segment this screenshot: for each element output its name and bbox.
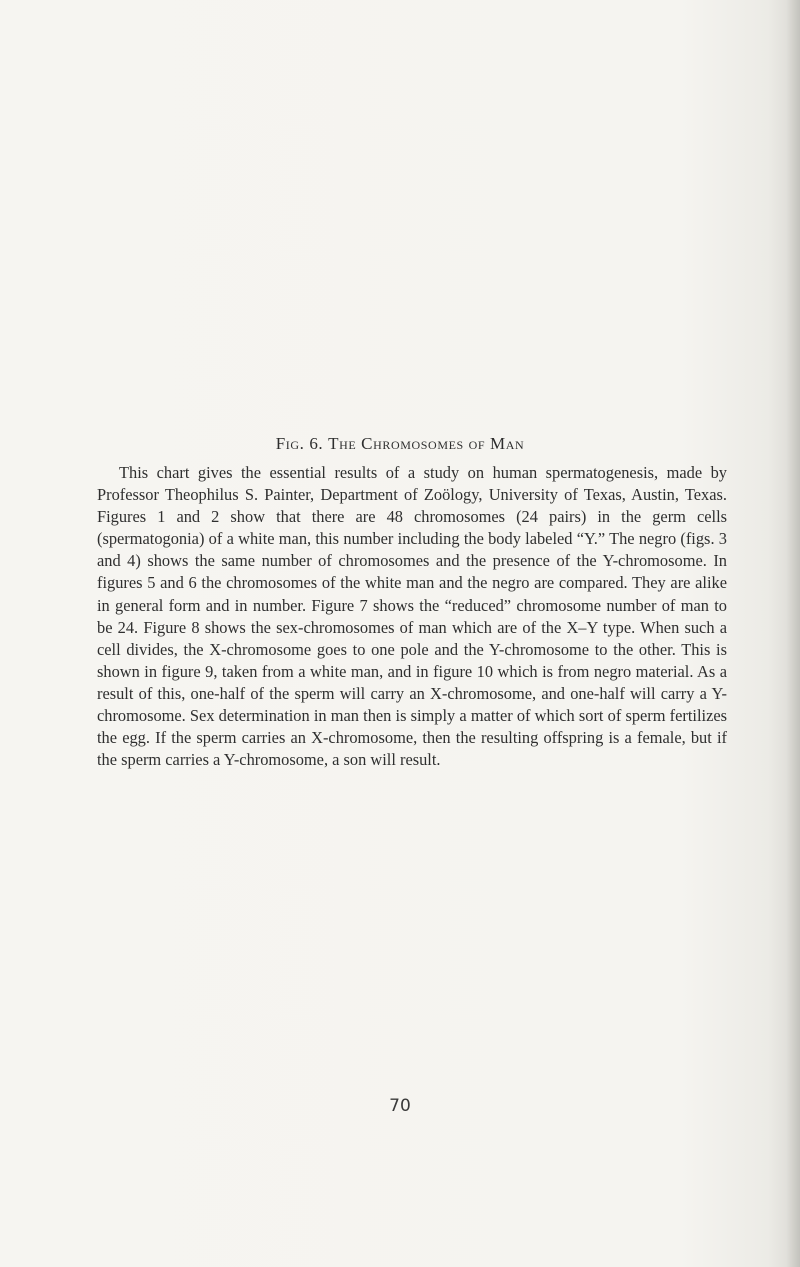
page-number: 70: [389, 1096, 411, 1116]
caption-paragraph: This chart gives the essential results of a study on human spermatogenesis, made by Professor Theophilus S. Painter, Department of Zoölogy, University of Texas, Austin, Texas. Figures 1 and 2 show that there are 48 chromosomes (24 pairs) in the germ cells (spermatogonia) of a white man, this number including the body labeled “Y.” The negro (figs. 3 and 4) shows the same number of chromosomes and the presence of the Y-chromosome. In figures 5 and 6 the chromosomes of the white man and the negro are compared. They are alike in general form and in number. Figure 7 shows the “reduced” chromosome number of man to be 24. Figure 8 shows the sex-chromosomes of man which are of the X–Y type. When such a cell divides, the X-chromosome goes to one pole and the Y-chromosome to the other. This is shown in figure 9, taken from a white man, and in figure 10 which is from negro material. As a result of this, one-half of the sperm will carry an X-chromosome, and one-half will carry a Y-chromosome. Sex determination in man then is simply a matter of which sort of sperm fertilizes the egg. If the sperm carries an X-chromosome, then the resulting offspring is a female, but if the sperm carries a Y-chromosome, a son will result.: [97, 463, 727, 770]
figure-caption-heading: [0, 434, 800, 454]
page-edge-shadow: [786, 0, 800, 1267]
figure-label: Fig. 6.: [275, 434, 324, 453]
caption-body: [97, 462, 727, 771]
figure-title: The Chromosomes of Man: [328, 434, 525, 453]
